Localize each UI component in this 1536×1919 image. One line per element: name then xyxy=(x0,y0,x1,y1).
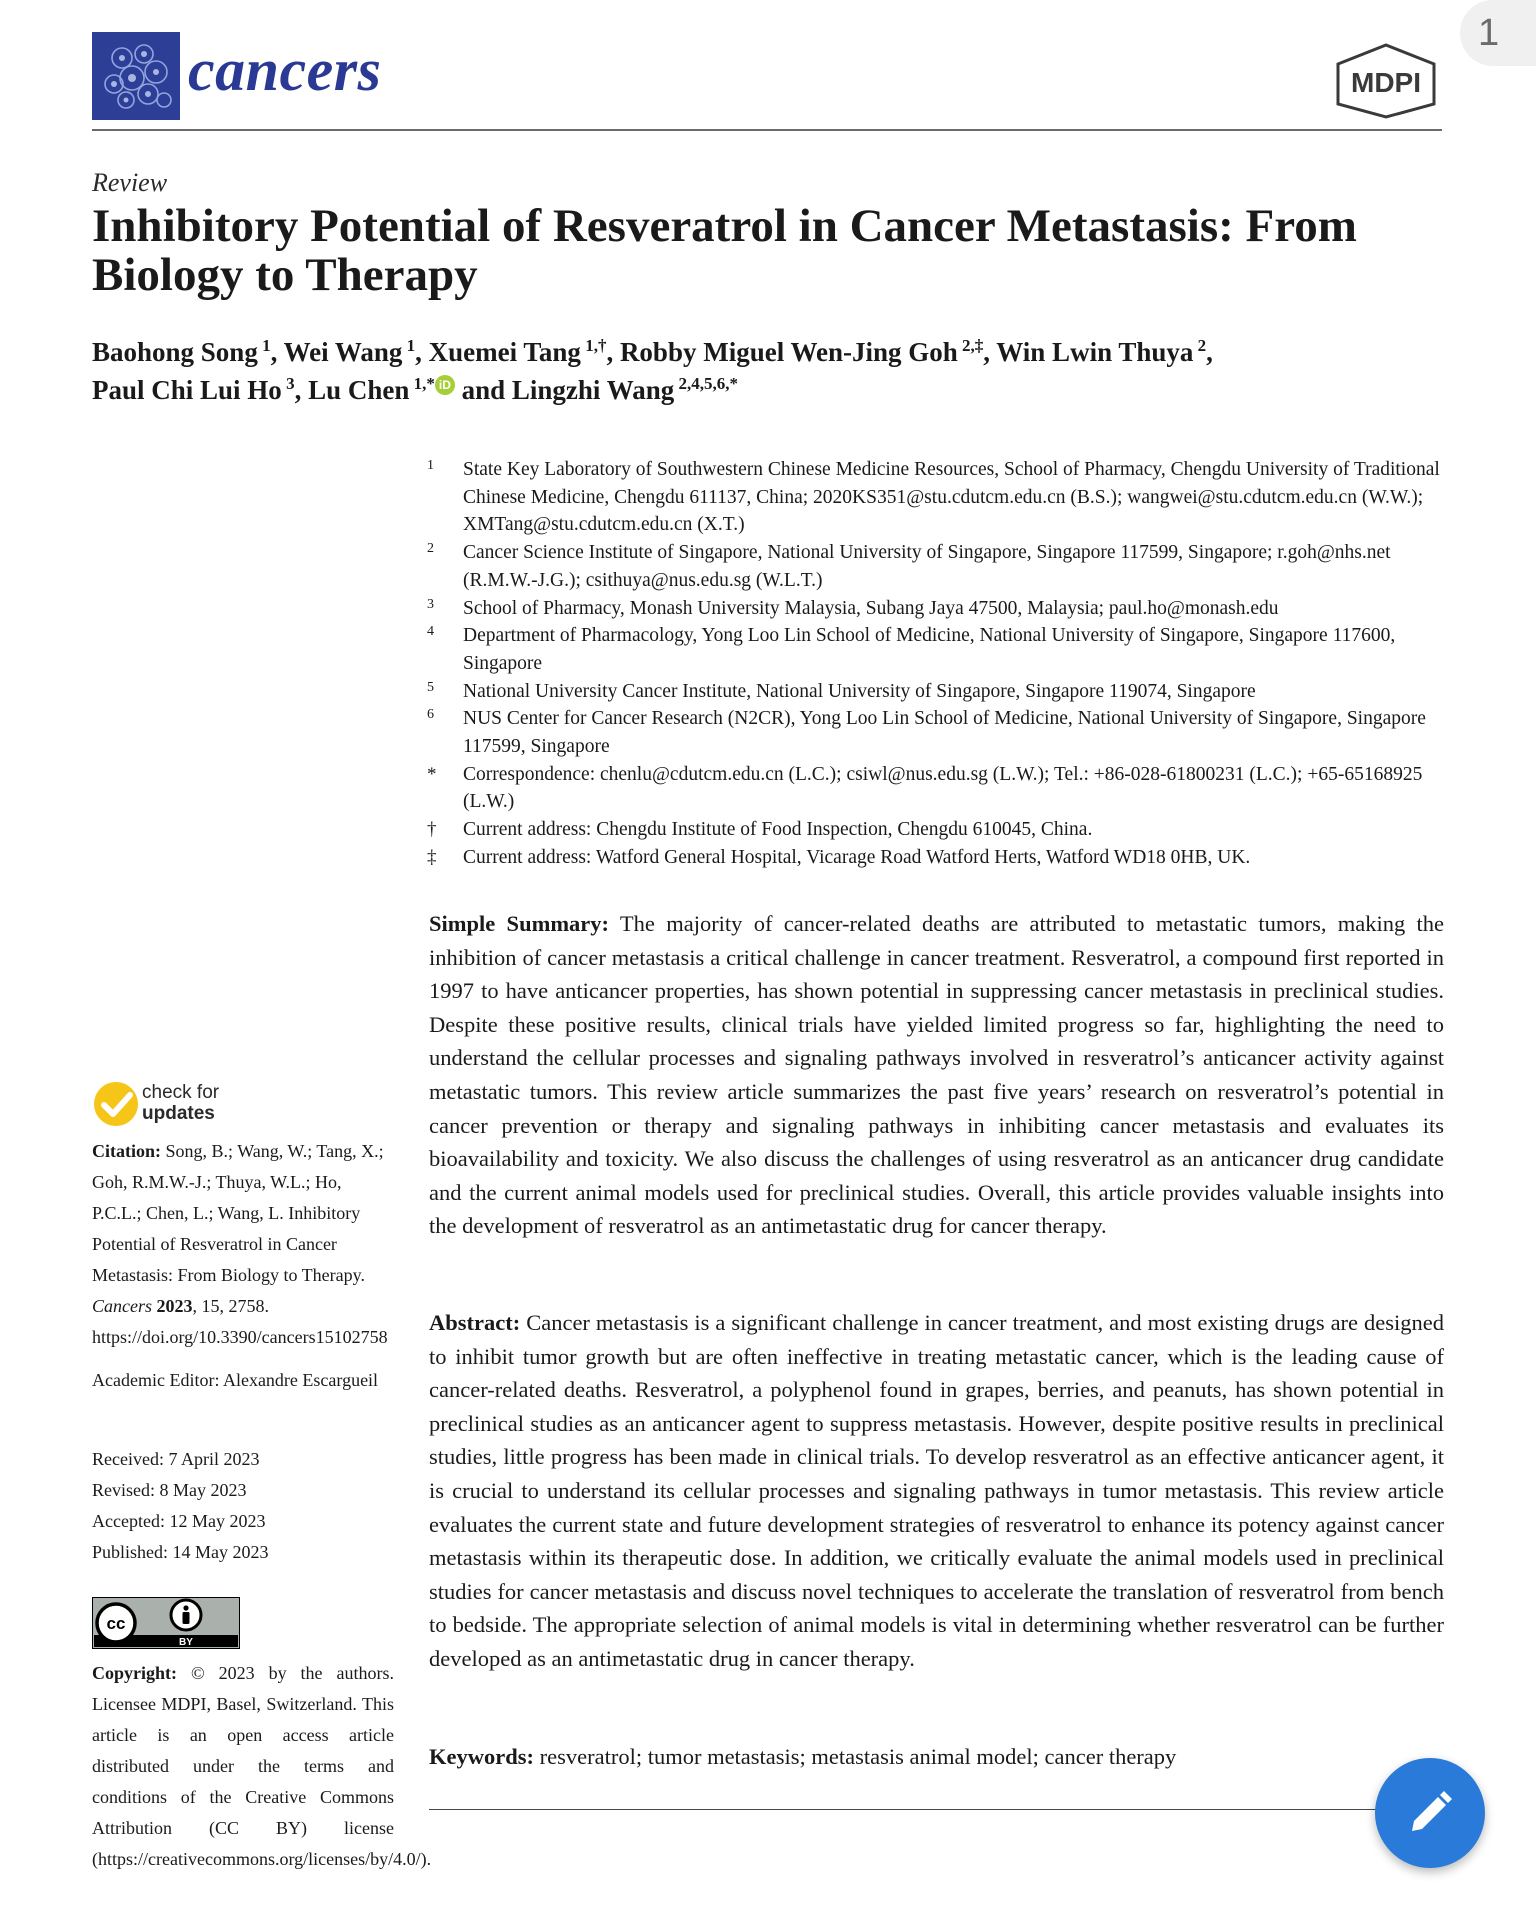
summary-text: The majority of cancer-related deaths are attributed to metastatic tumors, making the inhibition of cancer metastasis a critical challenge in cancer treatment. Resveratrol, a compound first reported in 1997 to have anticancer properties, has shown potential in suppressing cancer metastasis in preclinical studies. Despite these positive results, clinical trials have yielded limited progress so far, highlighting the need to understand the cellular processes and signaling pathways involved in resveratrol’s anticancer activity against metastatic tumors. This review article summarizes the past five years’ research on resveratrol’s potential in cancer prevention or therapy and signaling pathways in inhibiting cancer metastasis and evaluates its bioavailability and toxicity. We also discuss the challenges of using resveratrol as an anticancer drug candidate and the current animal models used for preclinical studies. Overall, this article provides valuable insights into the development of resveratrol as an antimetastatic drug for cancer therapy. xyxy=(429,911,1445,1239)
orcid-icon[interactable]: iD xyxy=(435,375,455,395)
affiliation-text: Current address: Chengdu Institute of Food Inspection, Chengdu 610045, China. xyxy=(463,819,1093,841)
affiliation-item xyxy=(425,678,1455,706)
affiliation-mark: † xyxy=(427,819,437,841)
affiliation-item xyxy=(425,456,1455,539)
affiliation-mark: ‡ xyxy=(427,846,437,868)
author-affiliation-mark: 2 xyxy=(1193,336,1207,355)
author-affiliation-mark: 2,‡ xyxy=(957,336,984,355)
author-affiliation-mark: 1 xyxy=(257,336,271,355)
author-name: Wei Wang xyxy=(283,337,403,367)
academic-editor: Academic Editor: Alexandre Escargueil xyxy=(92,1370,379,1390)
keywords-text: resveratrol; tumor metastasis; metastasis animal model; cancer therapy xyxy=(534,1744,1177,1769)
check-for-updates-label[interactable] xyxy=(142,1082,219,1124)
copyright-text: © 2023 by the authors. Licensee MDPI, Basel, Switzerland. This article is an open access article distributed under the terms and conditions of the Creative Commons Attribution (CC BY) license (https://creativecommons.org/licenses/by/4.0/). xyxy=(92,1663,432,1869)
edit-button[interactable] xyxy=(1375,1758,1485,1868)
affiliation-text: NUS Center for Cancer Research (N2CR), Yong Loo Lin School of Medicine, National University of Singapore, Singapore 117599, Singapore xyxy=(463,708,1426,758)
author-affiliation-mark: 1 xyxy=(402,336,416,355)
check-line-2: updates xyxy=(142,1103,215,1124)
summary-label: Simple Summary: xyxy=(429,911,610,936)
keywords-label: Keywords: xyxy=(429,1744,534,1769)
author-affiliation-mark: 1,† xyxy=(580,336,607,355)
date-accepted: Accepted: 12 May 2023 xyxy=(92,1511,266,1531)
affiliation-mark: 2 xyxy=(427,541,434,557)
author-separator: , xyxy=(606,337,620,367)
affiliation-mark: 6 xyxy=(427,707,434,723)
author-affiliation-mark: 1,* xyxy=(409,374,435,393)
affiliations xyxy=(425,456,1455,872)
affiliation-item xyxy=(425,539,1455,594)
author-name: Lingzhi Wang xyxy=(511,375,675,405)
affiliation-item xyxy=(425,595,1455,623)
page-number: 1 xyxy=(1478,12,1500,54)
check-line-1: check for xyxy=(142,1082,220,1103)
affiliation-item xyxy=(425,705,1455,760)
affiliation-text: State Key Laboratory of Southwestern Chinese Medicine Resources, School of Pharmacy, Chengdu University of Traditional Chinese Medicine, Chengdu 611137, China; 2020KS351@stu.cdutcm.edu.cn (B.S.); wangwei@stu.cdutcm.edu.cn (W.W.); XMTang@stu.cdutcm.edu.cn (X.T.) xyxy=(463,459,1440,536)
citation-year: 2023 xyxy=(156,1296,193,1316)
author-list xyxy=(92,330,1452,406)
cc-by-label: BY xyxy=(179,1637,193,1648)
author-affiliation-mark: 3 xyxy=(281,374,295,393)
header-divider xyxy=(92,129,1442,131)
edit-pencil-icon xyxy=(1404,1787,1456,1839)
date-received: Received: 7 April 2023 xyxy=(92,1449,260,1469)
creative-commons-by-icon[interactable] xyxy=(92,1597,240,1649)
author-separator: , xyxy=(983,337,997,367)
affiliation-text: Correspondence: chenlu@cdutcm.edu.cn (L.C.); csiwl@nus.edu.sg (L.W.); Tel.: +86-028-61800231 (L.C.); +65-65168925 (L.W.) xyxy=(463,763,1423,813)
citation-text: Song, B.; Wang, W.; Tang, X.; Goh, R.M.W.-J.; Thuya, W.L.; Ho, P.C.L.; Chen, L.; Wang, L. Inhibitory Potential of Resveratrol in Cancer Metastasis: From Biology to Therapy. xyxy=(92,1141,384,1285)
affiliation-text: School of Pharmacy, Monash University Malaysia, Subang Jaya 47500, Malaysia; paul.ho@monash.edu xyxy=(463,597,1279,619)
article-type: Review xyxy=(92,168,168,197)
affiliation-mark: 3 xyxy=(427,596,434,612)
affiliation-item xyxy=(425,622,1455,677)
affiliation-mark: 1 xyxy=(427,458,434,473)
author-name: Paul Chi Lui Ho xyxy=(92,375,282,405)
affiliation-mark: * xyxy=(427,763,437,785)
citation xyxy=(92,1136,394,1353)
affiliation-mark: 4 xyxy=(427,624,434,640)
author-name: Robby Miguel Wen-Jing Goh xyxy=(619,337,958,367)
author-name: Lu Chen xyxy=(308,375,410,405)
section-divider xyxy=(429,1809,1444,1810)
article-title: Inhibitory Potential of Resveratrol in Cancer Metastasis: From Biology to Therapy xyxy=(92,200,1357,301)
author-name: Win Lwin Thuya xyxy=(996,337,1194,367)
check-for-updates-icon[interactable] xyxy=(92,1080,140,1128)
affiliation-item xyxy=(425,844,1455,872)
abstract-label: Abstract: xyxy=(429,1310,521,1335)
journal-name: cancers xyxy=(188,37,382,103)
simple-summary xyxy=(429,907,1444,1243)
citation-rest: , 15, 2758. https://doi.org/10.3390/cancers15102758 xyxy=(92,1296,388,1347)
abstract xyxy=(429,1306,1444,1676)
affiliation-text: Cancer Science Institute of Singapore, National University of Singapore, Singapore 117599, Singapore; r.goh@nhs.net (R.M.W.-J.G.); csithuya@nus.edu.sg (W.L.T.) xyxy=(463,542,1391,591)
affiliation-item xyxy=(425,761,1455,816)
author-affiliation-mark: 2,4,5,6,* xyxy=(674,374,738,393)
affiliation-item xyxy=(425,816,1455,844)
svg-text:cc: cc xyxy=(106,1614,126,1633)
copyright-label: Copyright: xyxy=(92,1663,177,1683)
author-separator: and xyxy=(454,375,512,405)
journal-logo-icon xyxy=(92,32,180,120)
author-separator: , xyxy=(415,337,429,367)
citation-journal: Cancers xyxy=(92,1296,152,1316)
date-published: Published: 14 May 2023 xyxy=(92,1542,269,1562)
author-separator: , xyxy=(294,375,309,405)
author-separator: , xyxy=(270,337,284,367)
citation-label: Citation: xyxy=(92,1141,161,1161)
affiliation-mark: 5 xyxy=(427,679,434,695)
abstract-text: Cancer metastasis is a significant challenge in cancer treatment, and most existing drugs are designed to inhibit tumor growth but are often ineffective in treating metastatic cancer, which is the leading cause of cancer-related deaths. Resveratrol, a polyphenol found in grapes, berries, and peanuts, has shown potential in preclinical studies as an anticancer agent to suppress metastasis. However, despite positive results in preclinical studies, little progress has been made in clinical trials. To develop resveratrol as an effective anticancer agent, it is crucial to understand its cellular processes and signaling pathways in tumor metastasis. This review article evaluates the current state and future development strategies of resveratrol to enhance its potency against cancer metastasis within its therapeutic dose. In addition, we critically evaluate the animal models used in preclinical studies for cancer metastasis and discuss novel techniques to accelerate the translation of resveratrol from bench to bedside. The appropriate selection of animal models is vital in determining whether resveratrol can be further developed as an antimetastatic drug in cancer therapy. xyxy=(429,1310,1444,1671)
date-revised: Revised: 8 May 2023 xyxy=(92,1480,247,1500)
affiliation-text: Department of Pharmacology, Yong Loo Lin School of Medicine, National University of Singapore, Singapore 117600, Singapore xyxy=(463,625,1396,674)
author-name: Baohong Song xyxy=(92,337,258,367)
publication-dates xyxy=(92,1444,394,1568)
mdpi-logo-text: MDPI xyxy=(1351,67,1421,98)
mdpi-logo xyxy=(1330,42,1442,120)
author-separator: , xyxy=(1206,337,1213,367)
affiliation-text: Current address: Watford General Hospital, Vicarage Road Watford Herts, Watford WD18 0HB, UK. xyxy=(463,846,1251,868)
author-name: Xuemei Tang xyxy=(428,337,581,367)
keywords xyxy=(429,1740,1444,1774)
affiliation-text: National University Cancer Institute, National University of Singapore, Singapore 119074, Singapore xyxy=(463,680,1256,702)
copyright-notice xyxy=(92,1658,432,1875)
